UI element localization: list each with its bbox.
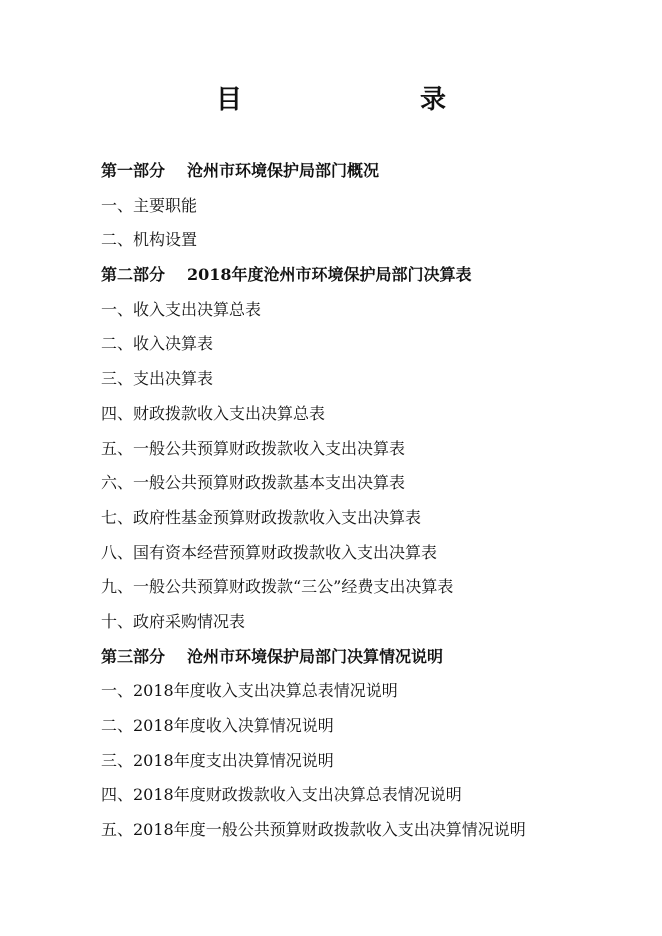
toc-entry[interactable]	[101, 293, 621, 328]
toc-entry-text: 一、收入支出决算总表	[101, 299, 262, 319]
toc-entry[interactable]	[101, 674, 621, 709]
toc-entry[interactable]	[101, 223, 621, 258]
toc-entry[interactable]	[101, 466, 621, 501]
toc-part-heading[interactable]	[101, 154, 621, 189]
toc-entry-text: 一、2018年度收入支出决算总表情况说明	[101, 681, 398, 701]
toc-entry[interactable]	[101, 709, 621, 744]
toc-entry-text: 三、支出决算表	[101, 369, 214, 389]
toc-entry[interactable]	[101, 605, 621, 640]
toc-entry-text: 三、2018年度支出决算情况说明	[101, 750, 334, 770]
toc-entry-text: 十、政府采购情况表	[101, 611, 246, 631]
toc-part-title: 沧州市环境保护局部门概况	[187, 161, 380, 180]
toc-part-label: 第二部分	[101, 265, 166, 285]
page-title: 目 录	[215, 85, 488, 115]
toc-part-label: 第三部分	[101, 646, 166, 666]
toc-part-heading[interactable]	[101, 258, 621, 293]
toc-entry[interactable]	[101, 397, 621, 432]
toc-part-heading[interactable]	[101, 640, 621, 675]
toc-entry[interactable]	[101, 432, 621, 467]
toc-entry[interactable]	[101, 813, 621, 848]
toc-entry-text: 二、收入决算表	[101, 334, 214, 354]
toc-entry-text: 八、国有资本经营预算财政拨款收入支出决算表	[101, 542, 438, 562]
toc-entry[interactable]	[101, 744, 621, 779]
toc-entry-text: 六、一般公共预算财政拨款基本支出决算表	[101, 473, 406, 493]
toc-entry-text: 二、2018年度收入决算情况说明	[101, 716, 334, 735]
toc-entry[interactable]	[101, 189, 621, 224]
toc-part-title: 沧州市环境保护局部门决算情况说明	[187, 646, 444, 666]
toc-entry-text: 五、2018年度一般公共预算财政拨款收入支出决算情况说明	[101, 820, 526, 840]
toc-entry[interactable]	[101, 327, 621, 362]
toc-entry[interactable]	[101, 536, 621, 571]
toc-entry-text: 七、政府性基金预算财政拨款收入支出决算表	[101, 507, 422, 527]
toc-part-title: 2018年度沧州市环境保护局部门决算表	[187, 265, 472, 285]
toc-entry-text: 四、财政拨款收入支出决算总表	[101, 403, 326, 423]
toc-entry[interactable]	[101, 778, 621, 813]
toc-entry-text: 四、2018年度财政拨款收入支出决算总表情况说明	[101, 785, 462, 805]
toc-part-label: 第一部分	[101, 161, 166, 180]
toc-entry-text: 二、机构设置	[101, 230, 198, 250]
toc-entry-text: 五、一般公共预算财政拨款收入支出决算表	[101, 438, 406, 458]
toc-entry[interactable]	[101, 501, 621, 536]
table-of-contents	[101, 154, 621, 848]
toc-entry-text: 九、一般公共预算财政拨款“三公”经费支出决算表	[101, 577, 454, 597]
toc-entry-text: 一、主要职能	[101, 195, 198, 215]
toc-entry[interactable]	[101, 570, 621, 605]
toc-entry[interactable]	[101, 362, 621, 397]
